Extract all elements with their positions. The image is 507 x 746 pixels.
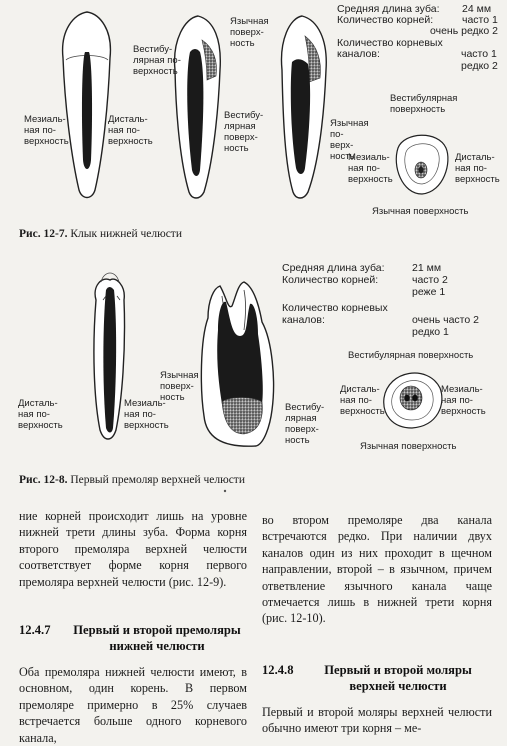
fig8-roots-label: Количество корней:: [282, 274, 379, 286]
fig7-label-vestibular: Вестибу- лярная по- верхность: [133, 44, 181, 77]
section-number: 12.4.7: [19, 623, 51, 637]
fig7-caption-number: Рис. 12-7.: [19, 228, 68, 240]
left-paragraph-2: Оба премоляра нижней челюсти имеют, в основном, один корень. В первом премоляре примерно в 25% случаев встречается больше одного корневого канала,: [19, 665, 247, 745]
right-paragraph-2: Первый и второй моляры верхней челюсти обычно имеют три корня – ме-: [262, 705, 492, 736]
fig7-caption: [19, 228, 182, 240]
fig7-cross-distal: Дисталь- ная по- верхность: [455, 152, 500, 185]
fig7-caption-text: Клык нижней челюсти: [70, 228, 182, 240]
fig7-cross-vestibular: Вестибулярная поверхность: [390, 93, 458, 115]
fig7-roots-value-1: часто 1: [462, 14, 498, 26]
fig7-label-mesial: Мезиаль- ная по- верхность: [24, 114, 69, 147]
fig7-cross-mesial: Мезиаль- ная по- верхность: [348, 152, 393, 185]
fig8-canals-label-1: Количество корневых: [282, 302, 388, 314]
fig8-roots-value-2: реже 1: [412, 286, 446, 298]
fig7-canals-value-2: редко 2: [461, 60, 498, 72]
fig7-roots-label: Количество корней:: [337, 14, 434, 26]
fig8-caption-text: Первый премоляр верхней челюсти: [70, 474, 245, 486]
fig7-avg-length-label: Средняя длина зуба:: [337, 3, 440, 15]
fig7-label-lingual: Язычная поверх- ность: [230, 16, 269, 49]
premolar-cross-section: [384, 373, 442, 428]
canine-front-view: [63, 12, 111, 198]
fig7-canals-label-2: каналов:: [337, 48, 380, 60]
fig8-canals-value-1: очень часто 2: [412, 314, 479, 326]
pulp-canal: [82, 52, 92, 169]
fig8-caption: [19, 474, 245, 486]
fig7-avg-length-value: 24 мм: [462, 3, 492, 15]
fig7-label-vestibular-2: Вестибу- лярная поверх- ность: [224, 110, 264, 154]
fig8-label-mesial: Мезиаль- ная по- верхность: [124, 398, 169, 431]
fig8-label-vestibular: Вестибу- лярная поверх- ность: [285, 402, 325, 446]
canine-cross-section: [396, 135, 448, 194]
premolar-proximal-view: [201, 282, 273, 446]
section-heading-12-4-8: [262, 662, 490, 694]
fig7-label-distal: Дисталь- ная по- верхность: [108, 114, 153, 147]
fig8-cross-mesial: Мезиаль- ная по- верхность: [441, 384, 486, 417]
fig7-roots-value-2: очень редко 2: [430, 25, 498, 37]
fig8-canals-value-2: редко 1: [412, 326, 449, 338]
right-paragraph-1: во втором премоляре два канала встречаются редко. При наличии двух каналов один из них проходит в щечном направлении, второй – в язычном, причем ответвление язычного канала чаще отмечается лишь в нижней трети корня (рис. 12-10).: [262, 513, 492, 626]
fig8-cross-distal: Дисталь- ная по- верхность: [340, 384, 385, 417]
fig8-avg-length-value: 21 мм: [412, 262, 442, 274]
section-title: Первый и второй премоляры нижней челюсти: [73, 623, 241, 653]
fig7-label-lingual-2: Язычная по- верх- ность: [330, 118, 369, 162]
canine-proximal-view: [282, 16, 327, 198]
section-number: 12.4.8: [262, 663, 294, 677]
left-paragraph-1: ние корней происходит лишь на уровне нижней трети длины зуба. Форма корня второго премоляра верхней челюсти соответствует форме корня первого премоляра верхней челюсти (рис. 12-9).: [19, 509, 247, 589]
fig8-cross-vestibular: Вестибулярная поверхность: [348, 350, 474, 361]
fig8-label-lingual: Язычная поверх- ность: [160, 370, 199, 403]
fig7-canals-label-1: Количество корневых: [337, 37, 443, 49]
section-heading-12-4-7: [19, 622, 251, 654]
fig8-label-distal: Дисталь- ная по- верхность: [18, 398, 63, 431]
fig7-canals-value-1: часто 1: [461, 48, 497, 60]
fig8-roots-value-1: часто 2: [412, 274, 448, 286]
fig8-canals-label-2: каналов:: [282, 314, 325, 326]
canine-side-view: [175, 16, 221, 198]
fig8-avg-length-label: Средняя длина зуба:: [282, 262, 385, 274]
fig7-cross-lingual: Язычная поверхность: [372, 206, 469, 217]
premolar-front-view: [94, 273, 125, 439]
fig8-cross-lingual: Язычная поверхность: [360, 441, 457, 452]
fig8-caption-number: Рис. 12-8.: [19, 474, 68, 486]
section-title: Первый и второй моляры верхней челюсти: [324, 663, 472, 693]
